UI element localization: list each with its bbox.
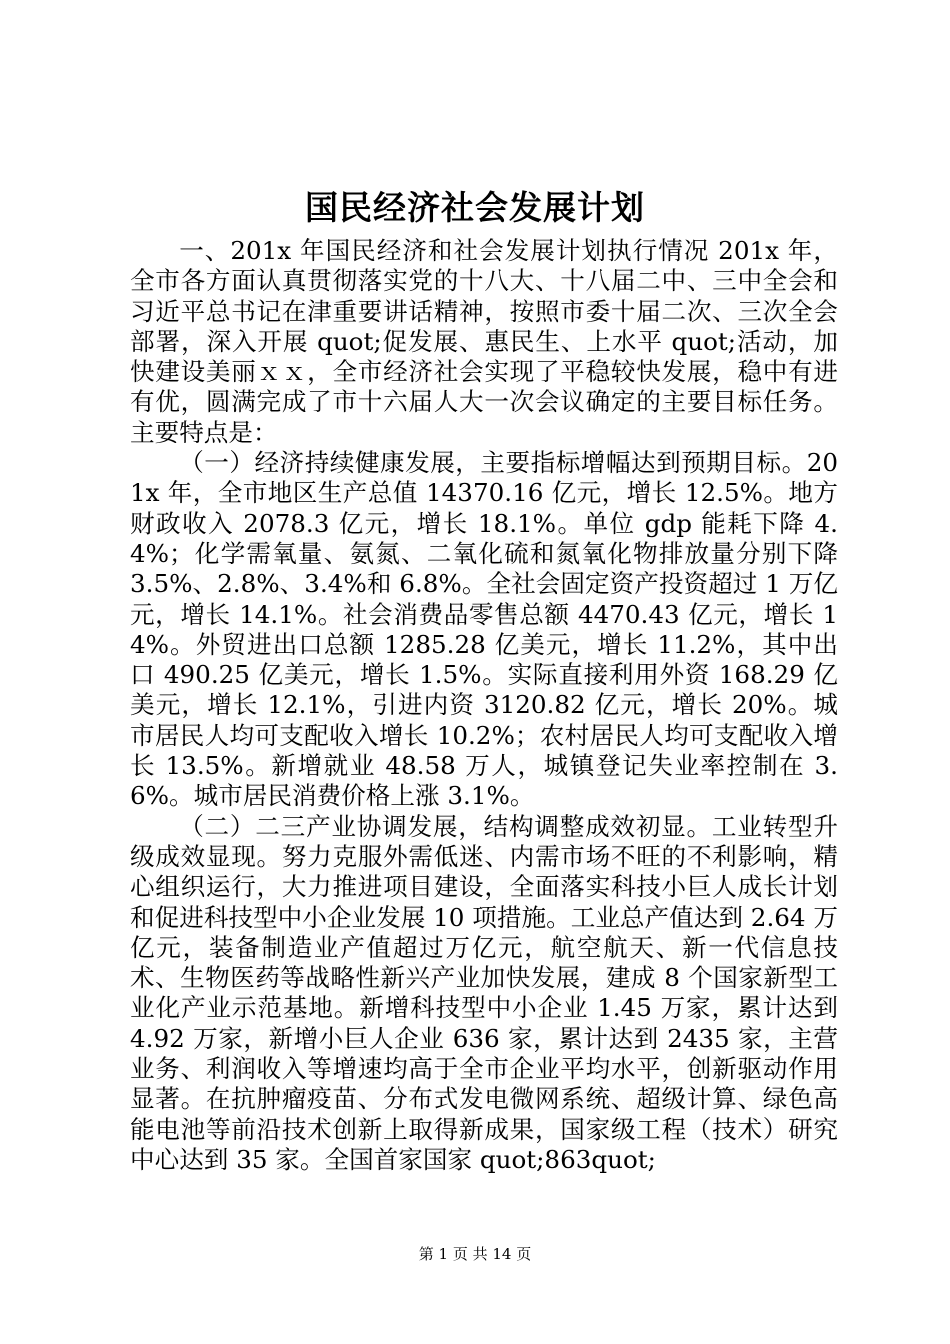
paragraph-industry: （二）二三产业协调发展，结构调整成效初显。工业转型升级成效显现。努力克服外需低迷、内需市场不旺的不利影响，精心组织运行，大力推进项目建设，全面落实科技小巨人成长计划和促进科技型中小企业发展 10 项措施。工业总产值达到 2.64 万亿元，装备制造业产值超过万亿元，航空航天、新一代信息技术、生物医药等战略性新兴产业加快发展，建成 8 个国家新型工业化产业示范基地。新增科技型中小企业 1.45 万家，累计达到 4.92 万家，新增小巨人企业 636 家，累计达到 2435 家，主营业务、利润收入等增速均高于全市企业平均水平，创新驱动作用显著。在抗肿瘤疫苗、分布式发电微网系统、超级计算、绿色高能电池等前沿技术创新上取得新成果，国家级工程（技术）研究中心达到 35 家。全国首家国家 quot;863quot; (130, 811, 838, 1174)
paragraph-intro: 一、201x 年国民经济和社会发展计划执行情况 201x 年，全市各方面认真贯彻落实党的十八大、十八届二中、三中全会和习近平总书记在津重要讲话精神，按照市委十届二次、三次全会部署，深入开展 quot;促发展、惠民生、上水平 quot;活动，加快建设美丽ｘｘ，全市经济社会实现了平稳较快发展，稳中有进有优，圆满完成了市十六届人大一次会议确定的主要目标任务。主要特点是： (130, 236, 838, 447)
paragraph-economy: （一）经济持续健康发展，主要指标增幅达到预期目标。201x 年，全市地区生产总值 14370.16 亿元，增长 12.5%。地方财政收入 2078.3 亿元，增长 18.1%。单位 gdp 能耗下降 4.4%；化学需氧量、氨氮、二氧化硫和氮氧化物排放量分别下降 3.5%、2.8%、3.4%和 6.8%。全社会固定资产投资超过 1 万亿元，增长 14.1%。社会消费品零售总额 4470.43 亿元，增长 14%。外贸进出口总额 1285.28 亿美元，增长 11.2%，其中出口 490.25 亿美元，增长 1.5%。实际直接利用外资 168.29 亿美元，增长 12.1%，引进内资 3120.82 亿元，增长 20%。城市居民人均可支配收入增长 10.2%；农村居民人均可支配收入增长 13.5%。新增就业 48.58 万人，城镇登记失业率控制在 3.6%。城市居民消费价格上涨 3.1%。 (130, 448, 838, 811)
page-footer: 第 1 页 共 14 页 (418, 1245, 532, 1263)
document-title: 国民经济社会发展计划 (305, 188, 645, 227)
document-body (130, 236, 838, 1175)
